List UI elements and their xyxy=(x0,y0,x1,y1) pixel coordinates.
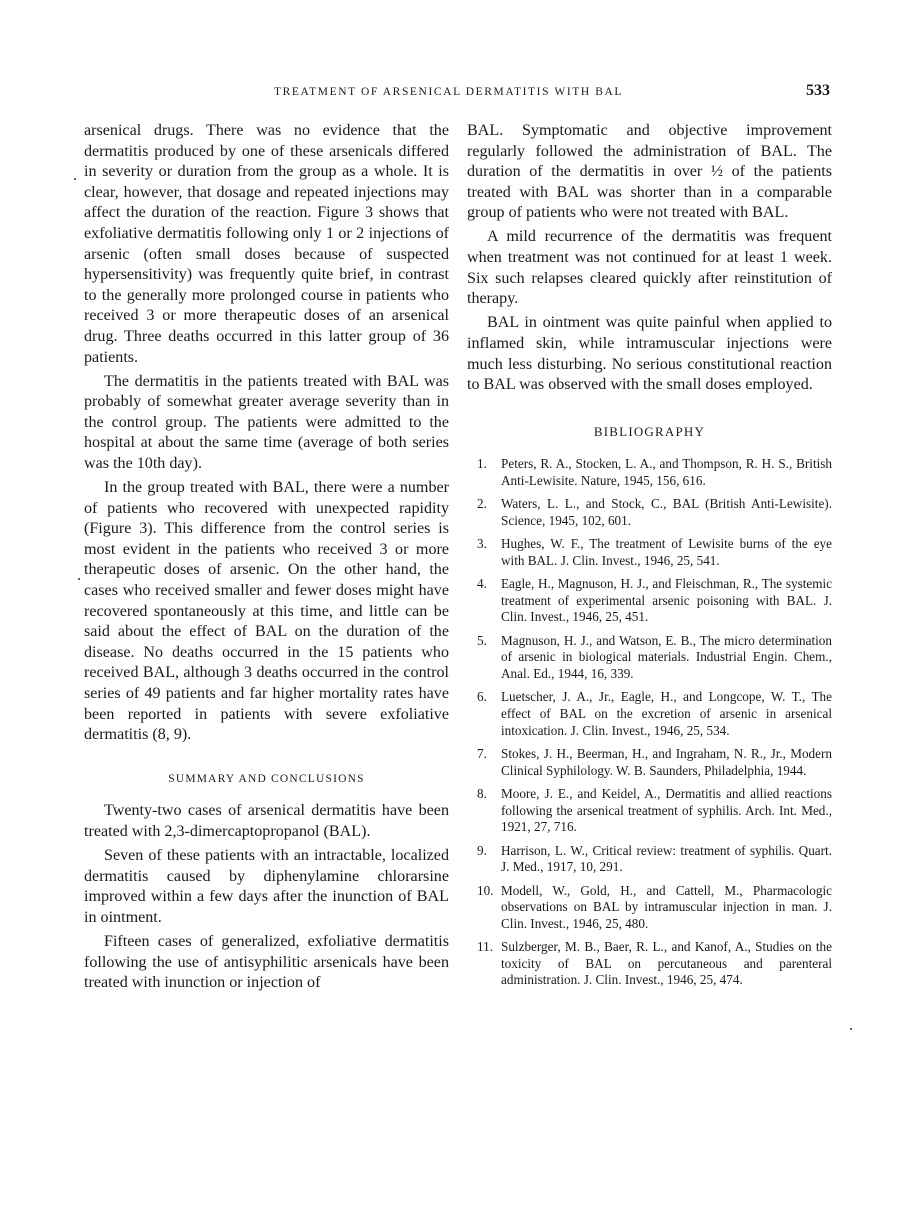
reference-item xyxy=(477,633,832,683)
left-column xyxy=(84,121,449,997)
reference-item xyxy=(477,786,832,836)
reference-text: Harrison, L. W., Critical review: treatment of syphilis. Quart. J. Med., 1917, 10, 291. xyxy=(501,842,832,875)
reference-text: Modell, W., Gold, H., and Cattell, M., Pharmacologic observations on BAL by intramuscular injection in man. J. Clin. Invest., 1946, 25, 480. xyxy=(501,882,832,931)
reference-list xyxy=(467,456,832,989)
reference-text: Peters, R. A., Stocken, L. A., and Thompson, R. H. S., British Anti-Lewisite. Nature, 1945, 156, 616. xyxy=(501,456,832,488)
reference-item xyxy=(477,843,832,876)
paragraph: A mild recurrence of the dermatitis was frequent when treatment was not continued for at least 1 week. Six such relapses cleared quickly after reinstitution of therapy. xyxy=(467,228,832,308)
reference-text: Waters, L. L., and Stock, C., BAL (British Anti-Lewisite). Science, 1945, 102, 601. xyxy=(501,496,832,528)
paragraph: Twenty-two cases of arsenical dermatitis have been treated with 2,3-dimercaptopropanol (BAL). xyxy=(84,802,449,840)
reference-text: Magnuson, H. J., and Watson, E. B., The micro determination of arsenic in biological materials. Industrial Engin. Chem., Anal. Ed., 1944, 16, 339. xyxy=(501,632,832,682)
reference-text: Hughes, W. F., The treatment of Lewisite burns of the eye with BAL. J. Clin. Invest., 1946, 25, 541. xyxy=(501,536,832,568)
right-column xyxy=(467,121,832,996)
reference-item xyxy=(477,939,832,989)
reference-item xyxy=(477,576,832,626)
scan-speck xyxy=(78,578,80,580)
reference-number: 8. xyxy=(477,785,487,801)
running-header xyxy=(84,82,830,108)
page-number: 533 xyxy=(806,82,830,99)
reference-number: 3. xyxy=(477,536,487,552)
reference-number: 9. xyxy=(477,842,487,858)
scan-speck xyxy=(850,1028,852,1030)
reference-number: 10. xyxy=(477,882,494,898)
reference-item xyxy=(477,496,832,529)
section-heading-summary: SUMMARY AND CONCLUSIONS xyxy=(168,772,365,785)
reference-item xyxy=(477,883,832,933)
reference-text: Moore, J. E., and Keidel, A., Dermatitis and allied reactions following the arsenical treatment of syphilis. Arch. Int. Med., 1921, 27, 716. xyxy=(501,785,832,835)
reference-number: 2. xyxy=(477,496,487,512)
reference-item xyxy=(477,689,832,739)
paragraph: Fifteen cases of generalized, exfoliative dermatitis following the use of antisyphilitic arsenicals have been treated with inunction or injection of xyxy=(84,932,449,992)
paragraph: The dermatitis in the patients treated with BAL was probably of somewhat greater average severity than in the control group. The patients were admitted to the hospital at about the same time (average of both series was the 10th day). xyxy=(84,372,449,472)
scan-speck xyxy=(74,178,76,180)
reference-text: Sulzberger, M. B., Baer, R. L., and Kanof, A., Studies on the toxicity of BAL on percutaneous and parenteral administration. J. Clin. Invest., 1946, 25, 474. xyxy=(501,939,832,988)
reference-text: Eagle, H., Magnuson, H. J., and Fleischman, R., The systemic treatment of experimental arsenic poisoning with BAL. J. Clin. Invest., 1946, 25, 451. xyxy=(501,576,832,625)
reference-number: 11. xyxy=(477,939,493,955)
paragraph: Seven of these patients with an intractable, localized dermatitis caused by diphenylamine chlorarsine improved within a few days after the inunction of BAL in ointment. xyxy=(84,847,449,926)
paragraph: BAL in ointment was quite painful when applied to inflamed skin, while intramuscular injections were much less disturbing. No serious constitutional reaction to BAL was observed with the small doses employed. xyxy=(467,314,832,394)
reference-number: 7. xyxy=(477,746,487,761)
reference-text: Luetscher, J. A., Jr., Eagle, H., and Longcope, W. T., The effect of BAL on the excretion of arsenic in arsenical intoxication. J. Clin. Invest., 1946, 25, 534. xyxy=(501,689,832,738)
reference-item xyxy=(477,746,832,779)
reference-number: 5. xyxy=(477,632,487,648)
reference-number: 6. xyxy=(477,689,487,705)
paragraph: BAL. Symptomatic and objective improvement regularly followed the administration of BAL. The duration of the dermatitis in over ½ of the patients treated with BAL was shorter than in a comparable group of patients who were not treated with BAL. xyxy=(467,122,832,222)
reference-item xyxy=(477,536,832,569)
reference-item xyxy=(477,456,832,489)
reference-number: 1. xyxy=(477,456,487,472)
running-title: TREATMENT OF ARSENICAL DERMATITIS WITH BAL xyxy=(274,86,624,98)
paragraph: arsenical drugs. There was no evidence that the dermatitis produced by one of these arsenicals differed in severity or duration from the group as a whole. It is clear, however, that dosage and repeated injections may affect the duration of the reaction. Figure 3 shows that exfoliative dermatitis following only 1 or 2 injections of arsenic (often small doses because of suspected hypersensitivity) was frequently quite brief, in contrast to the generally more prolonged course in patients who received 3 or more therapeutic doses of an arsenical drug. Three deaths occurred in this latter group of 36 patients. xyxy=(84,122,449,366)
reference-number: 4. xyxy=(477,576,487,592)
paragraph: In the group treated with BAL, there were a number of patients who recovered with unexpected rapidity (Figure 3). This difference from the control series is most evident in the patients who received 3 or more therapeutic doses of arsenic. On the other hand, the cases who received smaller and fewer doses might have recovered spontaneously at this time, and little can be said about the effect of BAL on the duration of the disease. No deaths occurred in the 15 patients who received BAL, although 3 deaths occurred in the control series of 49 patients and far higher mortality rates have been reported in patients with severe exfoliative dermatitis (8, 9). xyxy=(84,479,449,744)
bibliography-heading: BIBLIOGRAPHY xyxy=(593,423,706,439)
reference-text: Stokes, J. H., Beerman, H., and Ingraham, N. R., Jr., Modern Clinical Syphilology. W. B. Saunders, Philadelphia, 1944. xyxy=(501,746,832,778)
